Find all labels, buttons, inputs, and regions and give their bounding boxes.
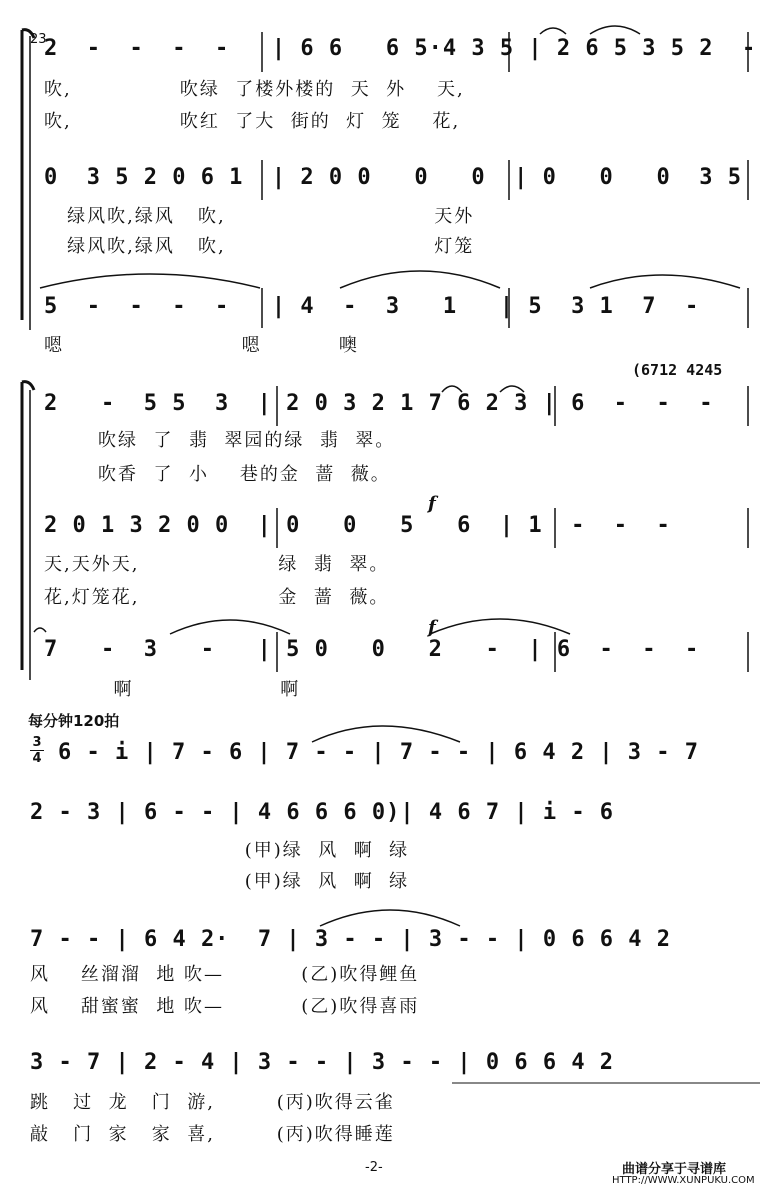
dynamic-forte-alto: f (428, 493, 436, 514)
system2-barlines (277, 386, 748, 672)
measure-number: 23 (30, 32, 47, 47)
system4-lyrics-verse1: 风 丝溜溜 地 吹— (乙)吹得鲤鱼 (30, 964, 420, 985)
system2-soprano-lyrics-verse2: 吹香 了 小 巷的金 蔷 薇。 (44, 464, 391, 485)
time-signature-top: 3 (32, 735, 42, 750)
system1-bass-lyrics: 嗯 嗯 噢 (44, 335, 359, 356)
system1-soprano-lyrics-verse2: 吹, 吹红 了大 街的 灯 笼 花, (44, 111, 461, 132)
system4-notes: 7 - - | 6 4 2· 7 | 3 - - | 3 - - | 0 6 6 4 2 (30, 927, 672, 952)
system4-lyrics-verse2: 风 甜蜜蜜 地 吹— (乙)吹得喜雨 (30, 996, 420, 1017)
system5-lyrics-verse2: 敲 门 家 家 喜, (丙)吹得睡莲 (30, 1124, 395, 1145)
watermark-title: 曲谱分享于寻谱库 (622, 1162, 727, 1177)
system5-lyrics-verse1: 跳 过 龙 门 游, (丙)吹得云雀 (30, 1092, 395, 1113)
system3-lyrics-verse2: (甲)绿 风 啊 绿 (44, 871, 410, 892)
dynamic-forte-bass: f (428, 617, 436, 638)
page-number: -2- (365, 1160, 383, 1175)
system1-alto-lyrics-verse1: 绿风吹,绿风 吹, 天外 (44, 206, 475, 227)
system3-line-b-notes: 2 - 3 | 6 - - | 4 6 6 6 0)| 4 6 7 | i - 6 (30, 800, 615, 825)
system1-alto-notes: 0 3 5 2 0 6 1 | 2 0 0 0 0 | 0 0 0 3 5 (44, 165, 743, 190)
system2-soprano-notes: 2 - 5 5 3 | 2 0 3 2 1 7 6 2 3 | 6 - - - (44, 391, 714, 416)
system3-line-a-notes: 6 - i | 7 - 6 | 7 - - | 7 - - | 6 4 2 | 3 - 7 (58, 740, 700, 765)
tempo-marking: 每分钟120拍 (28, 712, 120, 730)
system2-alto-notes: 2 0 1 3 2 0 0 | 0 0 5 6 | 1 - - - (44, 513, 671, 538)
system1-bracket (22, 30, 34, 320)
system2-soprano-lyrics-verse1: 吹绿 了 翡 翠园的绿 翡 翠。 (44, 430, 396, 451)
system2-alto-lyrics-verse1: 天,天外天, 绿 翡 翠。 (44, 554, 390, 575)
system1-alto-lyrics-verse2: 绿风吹,绿风 吹, 灯笼 (44, 236, 475, 257)
system1-bass-notes: 5 - - - - | 4 - 3 1 | 5 3 1 7 - (44, 294, 700, 319)
system2-alto-lyrics-verse2: 花,灯笼花, 金 蔷 薇。 (44, 587, 390, 608)
system1-barlines (262, 32, 748, 328)
system1-soprano-notes: 2 - - - - | 6 6 6 5·4 3 5 | 2 6 5 3 5 2 - (44, 36, 757, 61)
system5-notes: 3 - 7 | 2 - 4 | 3 - - | 3 - - | 0 6 6 4 2 (30, 1050, 615, 1075)
system3-lyrics-verse1: (甲)绿 风 啊 绿 (44, 840, 410, 861)
slurs (34, 26, 740, 926)
system2-bass-notes: 7 - 3 - | 5 0 0 2 - | 6 - - - (44, 637, 700, 662)
system2-bracket (22, 382, 34, 670)
time-signature-bottom: 4 (32, 751, 42, 766)
instrumental-intro: (6712 4245 (632, 361, 723, 379)
watermark-url: HTTP://WWW.XUNPUKU.COM (612, 1175, 755, 1186)
system1-soprano-lyrics-verse1: 吹, 吹绿 了楼外楼的 天 外 天, (44, 79, 465, 100)
system2-bass-lyrics: 啊 啊 (44, 679, 301, 700)
